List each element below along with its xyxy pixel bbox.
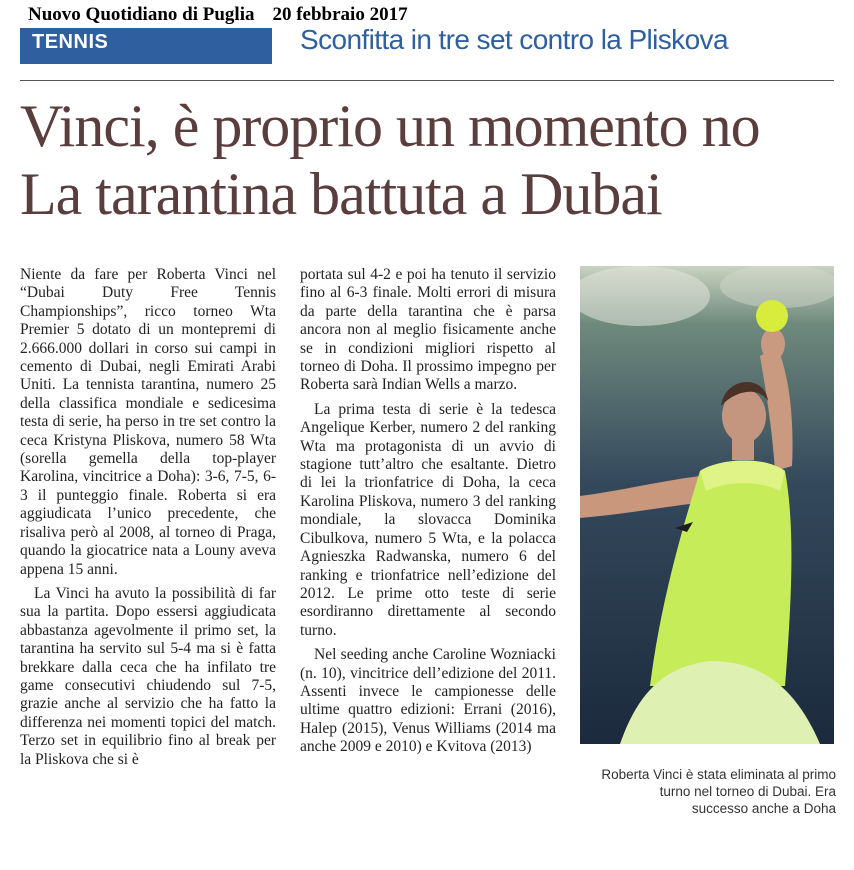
publication-date: 20 febbraio 2017	[272, 4, 408, 25]
paragraph: Niente da fare per Roberta Vinci nel “Dubai Duty Free Tennis Championships”, ricco torneo Wta Premier 5 dotato di un montepremi di 2.666.000 dollari in corso sui campi in cemento di Dubai, negli Emirati Arabi Uniti. La tennista tarantina, numero 25 della classifica mondiale e sedicesima testa di serie, ha perso in tre set contro la ceca Kristyna Pliskova, numero 58 Wta (sorella gemella della top-player Karolina, vincitrice a Doha): 3-6, 7-5, 6-3 il punteggio finale. Roberta si era aggiudicata l’unico precedente, che risaliva però al 2008, al torneo di Praga, quando la giocatrice nata a Louny aveva appena 15 anni.	[20, 266, 276, 578]
source-line	[28, 4, 408, 26]
article-photo	[580, 266, 834, 744]
article-column-2	[300, 266, 556, 763]
article-column-1	[20, 266, 276, 775]
newspaper-name: Nuovo Quotidiano di Puglia	[28, 4, 255, 25]
divider	[20, 80, 834, 81]
kicker: Sconfitta in tre set contro la Pliskova	[300, 24, 728, 55]
paragraph: La prima testa di serie è la tedesca Angelique Kerber, numero 2 del ranking Wta ma protagonista di un avvio di stagione tutt’altro che esaltante. Dietro di lei la trionfatrice di Doha, la ceca Karolina Pliskova, numero 3 del ranking mondiale, la slovacca Dominika Cibulkova, numero 5 Wta, e la polacca Agnieszka Radwanska, numero 6 del ranking e trionfatrice nell’edizione del 2012. Le prime otto teste di serie esordiranno direttamente al secondo turno.	[300, 400, 556, 639]
headline-line-2: La tarantina battuta a Dubai	[20, 161, 662, 227]
paragraph: portata sul 4-2 e poi ha tenuto il servizio fino al 6-3 finale. Molti errori di misura da parte della tarantina che è parsa ancora non al meglio fisicamente anche se in condizioni migliori rispetto al torneo di Doha. Il prossimo impegno per Roberta sarà Indian Wells a marzo.	[300, 266, 556, 394]
paragraph: La Vinci ha avuto la possibilità di far sua la partita. Dopo essersi aggiudicata abbastanza agevolmente il primo set, la tarantina ha servito sul 5-4 ma si è fatta brekkare dalla ceca che ha infilato tre game consecutivi chiudendo sul 7-5, grazie anche al servizio che ha fatto la differenza nei momenti topici del match. Terzo set in equilibrio fino al break per la Pliskova che si è	[20, 584, 276, 768]
section-label: TENNIS	[20, 28, 272, 64]
tennis-player-illustration	[580, 266, 834, 744]
headline	[20, 92, 850, 228]
tennis-ball-icon	[756, 300, 788, 332]
headline-line-1: Vinci, è proprio un momento no	[20, 93, 760, 159]
photo-caption: Roberta Vinci è stata eliminata al primo turno nel torneo di Dubai. Era successo anche a Doha	[601, 767, 836, 816]
paragraph: Nel seeding anche Caroline Wozniacki (n. 10), vincitrice dell’edizione del 2011. Assenti invece le campionesse delle ultime quattro edizioni: Errani (2016), Halep (2015), Venus Williams (2014 ma anche 2009 e 2010) e Kvitova (2013)	[300, 646, 556, 756]
